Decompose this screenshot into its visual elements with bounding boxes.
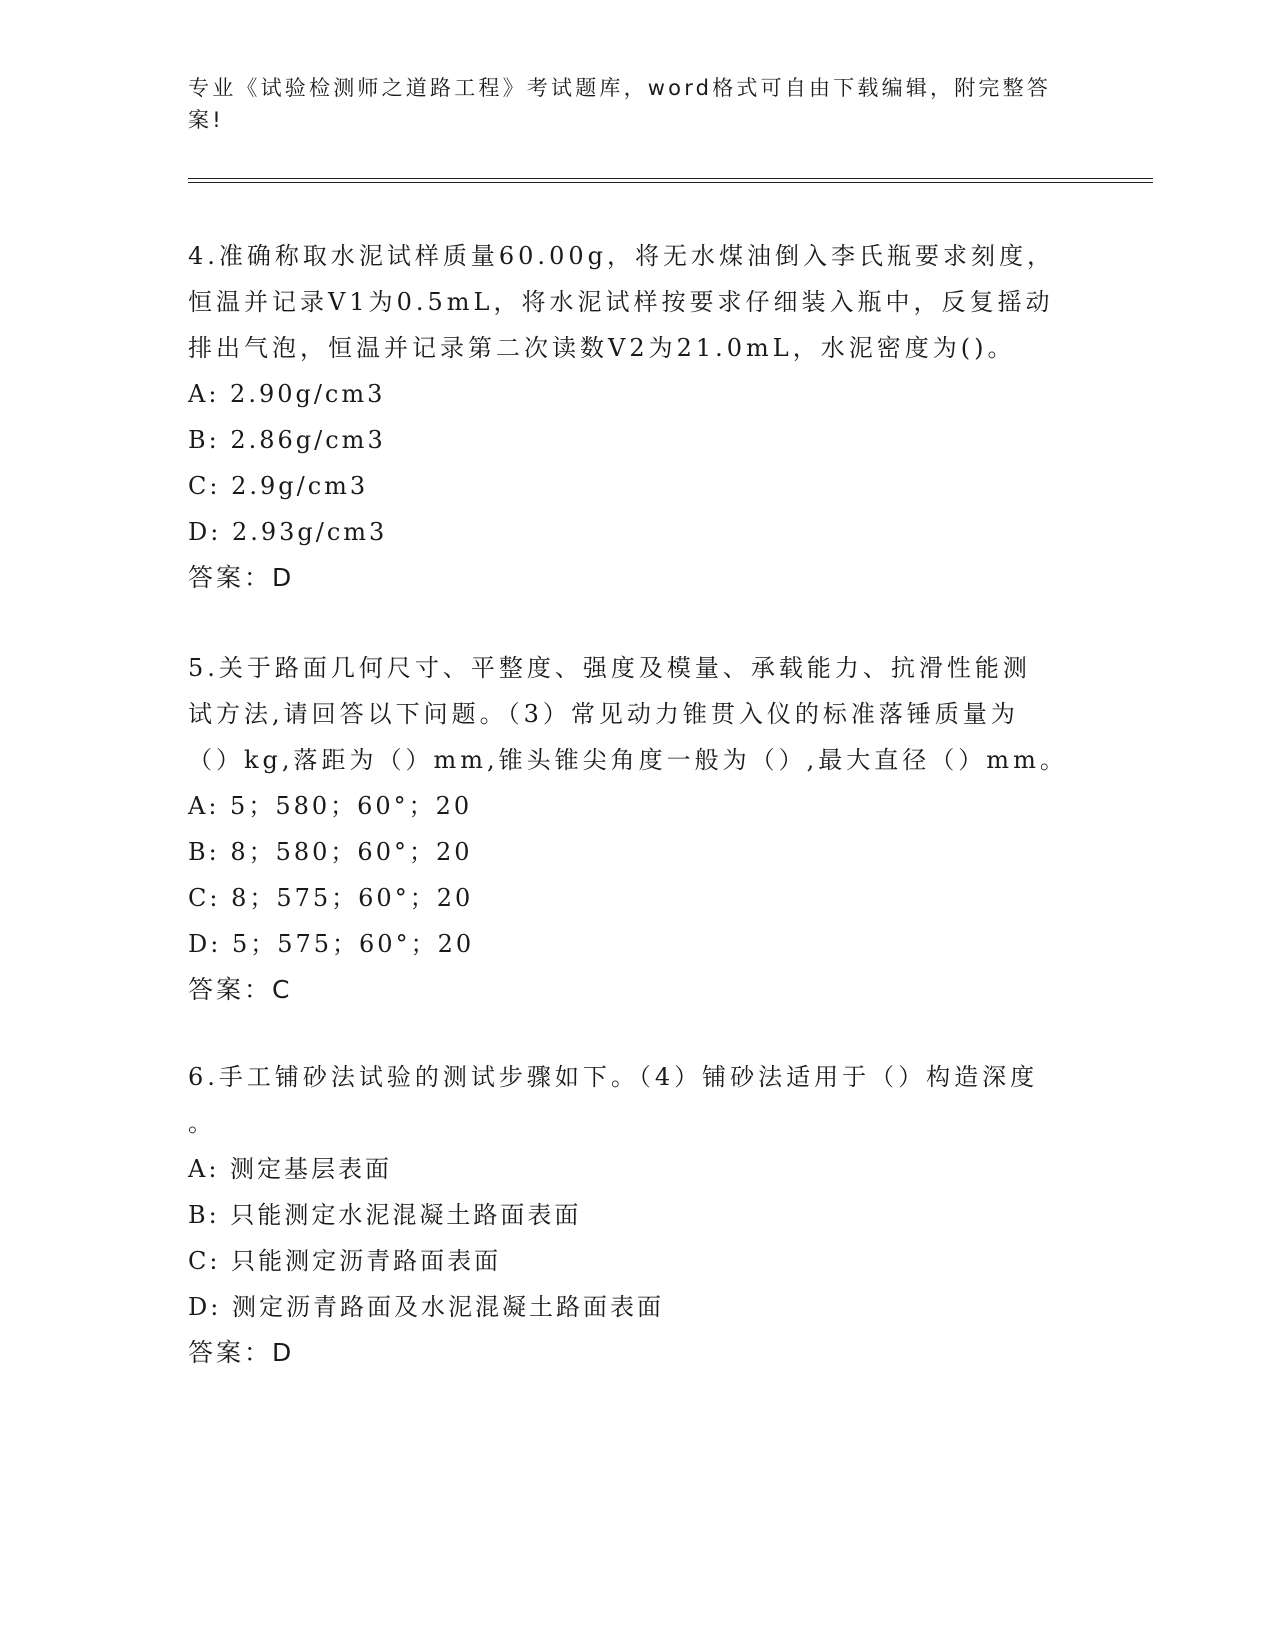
option-c: C: 8；575；60°；20 — [188, 884, 474, 912]
option-c: C: 只能测定沥青路面表面 — [188, 1247, 502, 1275]
question-6 — [188, 1054, 1088, 1376]
option-a: A: 2.90g/cm3 — [188, 380, 386, 408]
option-d: D: 2.93g/cm3 — [188, 518, 388, 546]
header-divider-top — [188, 178, 1153, 179]
answer-label: 答案：D — [188, 563, 295, 592]
option-b: B: 8；580；60°；20 — [188, 838, 473, 866]
option-d: D: 5；575；60°；20 — [188, 930, 475, 958]
header-line-2: 案! — [188, 108, 224, 132]
question-line: 6.手工铺砂法试验的测试步骤如下。（4）铺砂法适用于（）构造深度 — [188, 1063, 1039, 1091]
question-line: 试方法,请回答以下问题。（3）常见动力锥贯入仪的标准落锤质量为 — [188, 700, 1019, 728]
document-header — [188, 72, 1068, 136]
question-stem — [188, 645, 1088, 783]
option-c: C: 2.9g/cm3 — [188, 472, 369, 500]
answer-label: 答案：C — [188, 975, 293, 1004]
option-b: B: 只能测定水泥混凝土路面表面 — [188, 1201, 582, 1229]
option-d: D: 测定沥青路面及水泥混凝土路面表面 — [188, 1293, 664, 1321]
option-a: A: 测定基层表面 — [188, 1155, 393, 1183]
question-line: 4.准确称取水泥试样质量60.00g，将无水煤油倒入李氏瓶要求刻度， — [188, 242, 1055, 270]
question-line: （）kg,落距为（）mm,锥头锥尖角度一般为（）,最大直径（）mm。 — [188, 746, 1068, 774]
question-line: 排出气泡，恒温并记录第二次读数V2为21.0mL，水泥密度为()。 — [188, 334, 1016, 362]
question-5 — [188, 645, 1088, 1013]
question-line: 。 — [188, 1109, 216, 1137]
question-line: 5.关于路面几何尺寸、平整度、强度及模量、承载能力、抗滑性能测 — [188, 654, 1031, 682]
answer-label: 答案：D — [188, 1338, 295, 1367]
header-line-1: 专业《试验检测师之道路工程》考试题库，word格式可自由下载编辑，附完整答 — [188, 76, 1052, 100]
option-a: A: 5；580；60°；20 — [188, 792, 473, 820]
question-4 — [188, 233, 1088, 601]
question-stem — [188, 233, 1088, 371]
header-divider-bottom — [188, 182, 1153, 183]
question-line: 恒温并记录V1为0.5mL，将水泥试样按要求仔细装入瓶中，反复摇动 — [188, 288, 1054, 316]
option-b: B: 2.86g/cm3 — [188, 426, 386, 454]
question-stem — [188, 1054, 1088, 1146]
